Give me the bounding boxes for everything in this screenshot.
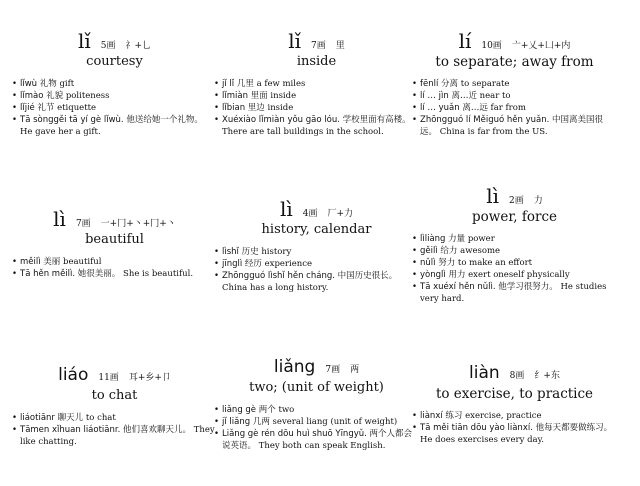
- card-stroke-count: 8画: [509, 371, 525, 381]
- character-card-beautiful: [12, 208, 217, 280]
- card-pinyin: lǐ: [288, 29, 302, 53]
- example-item: • jǐ liǎng 几两 several liang (unit of weight): [214, 416, 419, 428]
- card-components: 亠+乂+凵+内: [511, 41, 571, 51]
- card-examples: [412, 410, 617, 446]
- card-pinyin: liáo: [58, 365, 89, 385]
- card-stroke-count: 7画: [311, 41, 326, 51]
- example-item: • nǔlì 努力 to make an effort: [412, 257, 617, 269]
- card-meaning: to chat: [91, 388, 138, 403]
- card-pinyin: lì: [279, 197, 293, 221]
- card-components: 厂+力: [327, 209, 354, 219]
- card-stroke-count: 7画: [75, 219, 91, 229]
- character-card-separate: [412, 30, 617, 138]
- character-card-two: [214, 356, 419, 452]
- card-header: [214, 198, 419, 220]
- example-item: • Tāmen xǐhuan liáotiānr. 他们喜欢聊天儿。 They like chatting.: [12, 424, 217, 448]
- example-item: • yònglì 用力 exert oneself physically: [412, 269, 617, 281]
- example-item: • lìshǐ 历史 history: [214, 246, 419, 258]
- example-item: • lǐjié 礼节 etiquette: [12, 102, 217, 114]
- example-item: • Xuéxiào lǐmiàn yǒu gāo lóu. 学校里面有高楼。 There are tall buildings in the school.: [214, 114, 419, 138]
- card-pinyin: lí: [458, 29, 472, 53]
- card-components: 力: [533, 196, 543, 206]
- card-stroke-count: 2画: [509, 196, 524, 206]
- card-components: 礻+乚: [125, 41, 152, 51]
- example-item: • měilì 美丽 beautiful: [12, 256, 217, 268]
- card-examples: [12, 78, 217, 138]
- card-components: 纟+东: [534, 371, 560, 381]
- card-meaning: power, force: [472, 209, 557, 225]
- card-examples: [214, 78, 419, 138]
- character-card-exercise: [412, 362, 617, 446]
- card-stroke-count: 10画: [481, 41, 502, 51]
- card-header: [12, 364, 217, 386]
- example-item: • lǐmiàn 里面 inside: [214, 90, 419, 102]
- card-pinyin: lǐ: [77, 29, 91, 53]
- card-examples: [12, 412, 217, 448]
- card-components: 两: [350, 365, 360, 375]
- card-meaning: history, calendar: [261, 222, 372, 237]
- card-stroke-count: 7画: [325, 365, 341, 375]
- card-examples: [12, 256, 217, 280]
- card-header: [214, 30, 419, 52]
- card-components: 里: [335, 41, 345, 51]
- example-item: • lǐwù 礼物 gift: [12, 78, 217, 90]
- example-item: • Tā sònggěi tā yí gè lǐwù. 他送给她一个礼物。 He gave her a gift.: [12, 114, 217, 138]
- example-item: • Zhōngguó lí Měiguó hěn yuǎn. 中国离美国很远。 China is far from the US.: [412, 114, 617, 138]
- example-item: • lí … jìn 离…近 near to: [412, 90, 617, 102]
- card-meaning: two; (unit of weight): [249, 380, 384, 395]
- example-item: • jīnglì 经历 experience: [214, 258, 419, 270]
- example-item: • liáotiānr 聊天儿 to chat: [12, 412, 217, 424]
- character-card-inside: [214, 30, 419, 138]
- example-item: • gěilì 给力 awesome: [412, 245, 617, 257]
- character-card-chat: [12, 364, 217, 448]
- card-header: [412, 185, 617, 207]
- card-stroke-count: 4画: [302, 209, 318, 219]
- example-item: • Tā hěn měilì. 她很美丽。 She is beautiful.: [12, 268, 217, 280]
- example-item: • Tā xuéxí hěn nǔlì. 他学习很努力。 He studies very hard.: [412, 281, 617, 305]
- character-card-courtesy: [12, 30, 217, 138]
- card-header: [412, 30, 617, 52]
- example-item: • Zhōngguó lìshǐ hěn cháng. 中国历史很长。 China has a long history.: [214, 270, 419, 294]
- card-header: [412, 362, 617, 384]
- card-pinyin: lì: [53, 207, 66, 231]
- example-item: • liànxí 练习 exercise, practice: [412, 410, 617, 422]
- example-item: • lǐbian 里边 inside: [214, 102, 419, 114]
- card-stroke-count: 11画: [98, 373, 119, 383]
- card-examples: [412, 233, 617, 305]
- card-pinyin: liàn: [469, 363, 500, 383]
- card-examples: [214, 246, 419, 294]
- card-pinyin: liǎng: [273, 357, 316, 377]
- card-meaning: to exercise, to practice: [435, 386, 594, 402]
- card-header: [12, 30, 217, 52]
- example-item: • lí … yuǎn 离…远 far from: [412, 102, 617, 114]
- card-components: 耳+乡+卩: [128, 373, 171, 383]
- character-card-power: [412, 185, 617, 305]
- card-meaning: beautiful: [85, 232, 144, 247]
- card-components: 一+冂+丶+冂+丶: [100, 219, 176, 229]
- card-header: [214, 356, 419, 378]
- example-item: • liǎng gè 两个 two: [214, 404, 419, 416]
- card-header: [12, 208, 217, 230]
- example-item: • Tā měi tiān dōu yào liànxí. 他每天都要做练习。 He does exercises every day.: [412, 422, 617, 446]
- card-examples: [214, 404, 419, 452]
- example-item: • lǐmào 礼貌 politeness: [12, 90, 217, 102]
- example-item: • fēnlí 分离 to separate: [412, 78, 617, 90]
- card-meaning: courtesy: [86, 54, 143, 69]
- example-item: • jǐ lǐ 几里 a few miles: [214, 78, 419, 90]
- card-stroke-count: 5画: [100, 41, 116, 51]
- card-meaning: inside: [296, 54, 337, 69]
- character-card-history: [214, 198, 419, 294]
- example-item: • lìliàng 力量 power: [412, 233, 617, 245]
- card-examples: [412, 78, 617, 138]
- card-pinyin: lì: [486, 184, 500, 208]
- example-item: • Liǎng gè rén dōu huì shuō Yīngyǔ. 两个人都会说英语。 They both can speak English.: [214, 428, 419, 452]
- card-meaning: to separate; away from: [435, 54, 594, 70]
